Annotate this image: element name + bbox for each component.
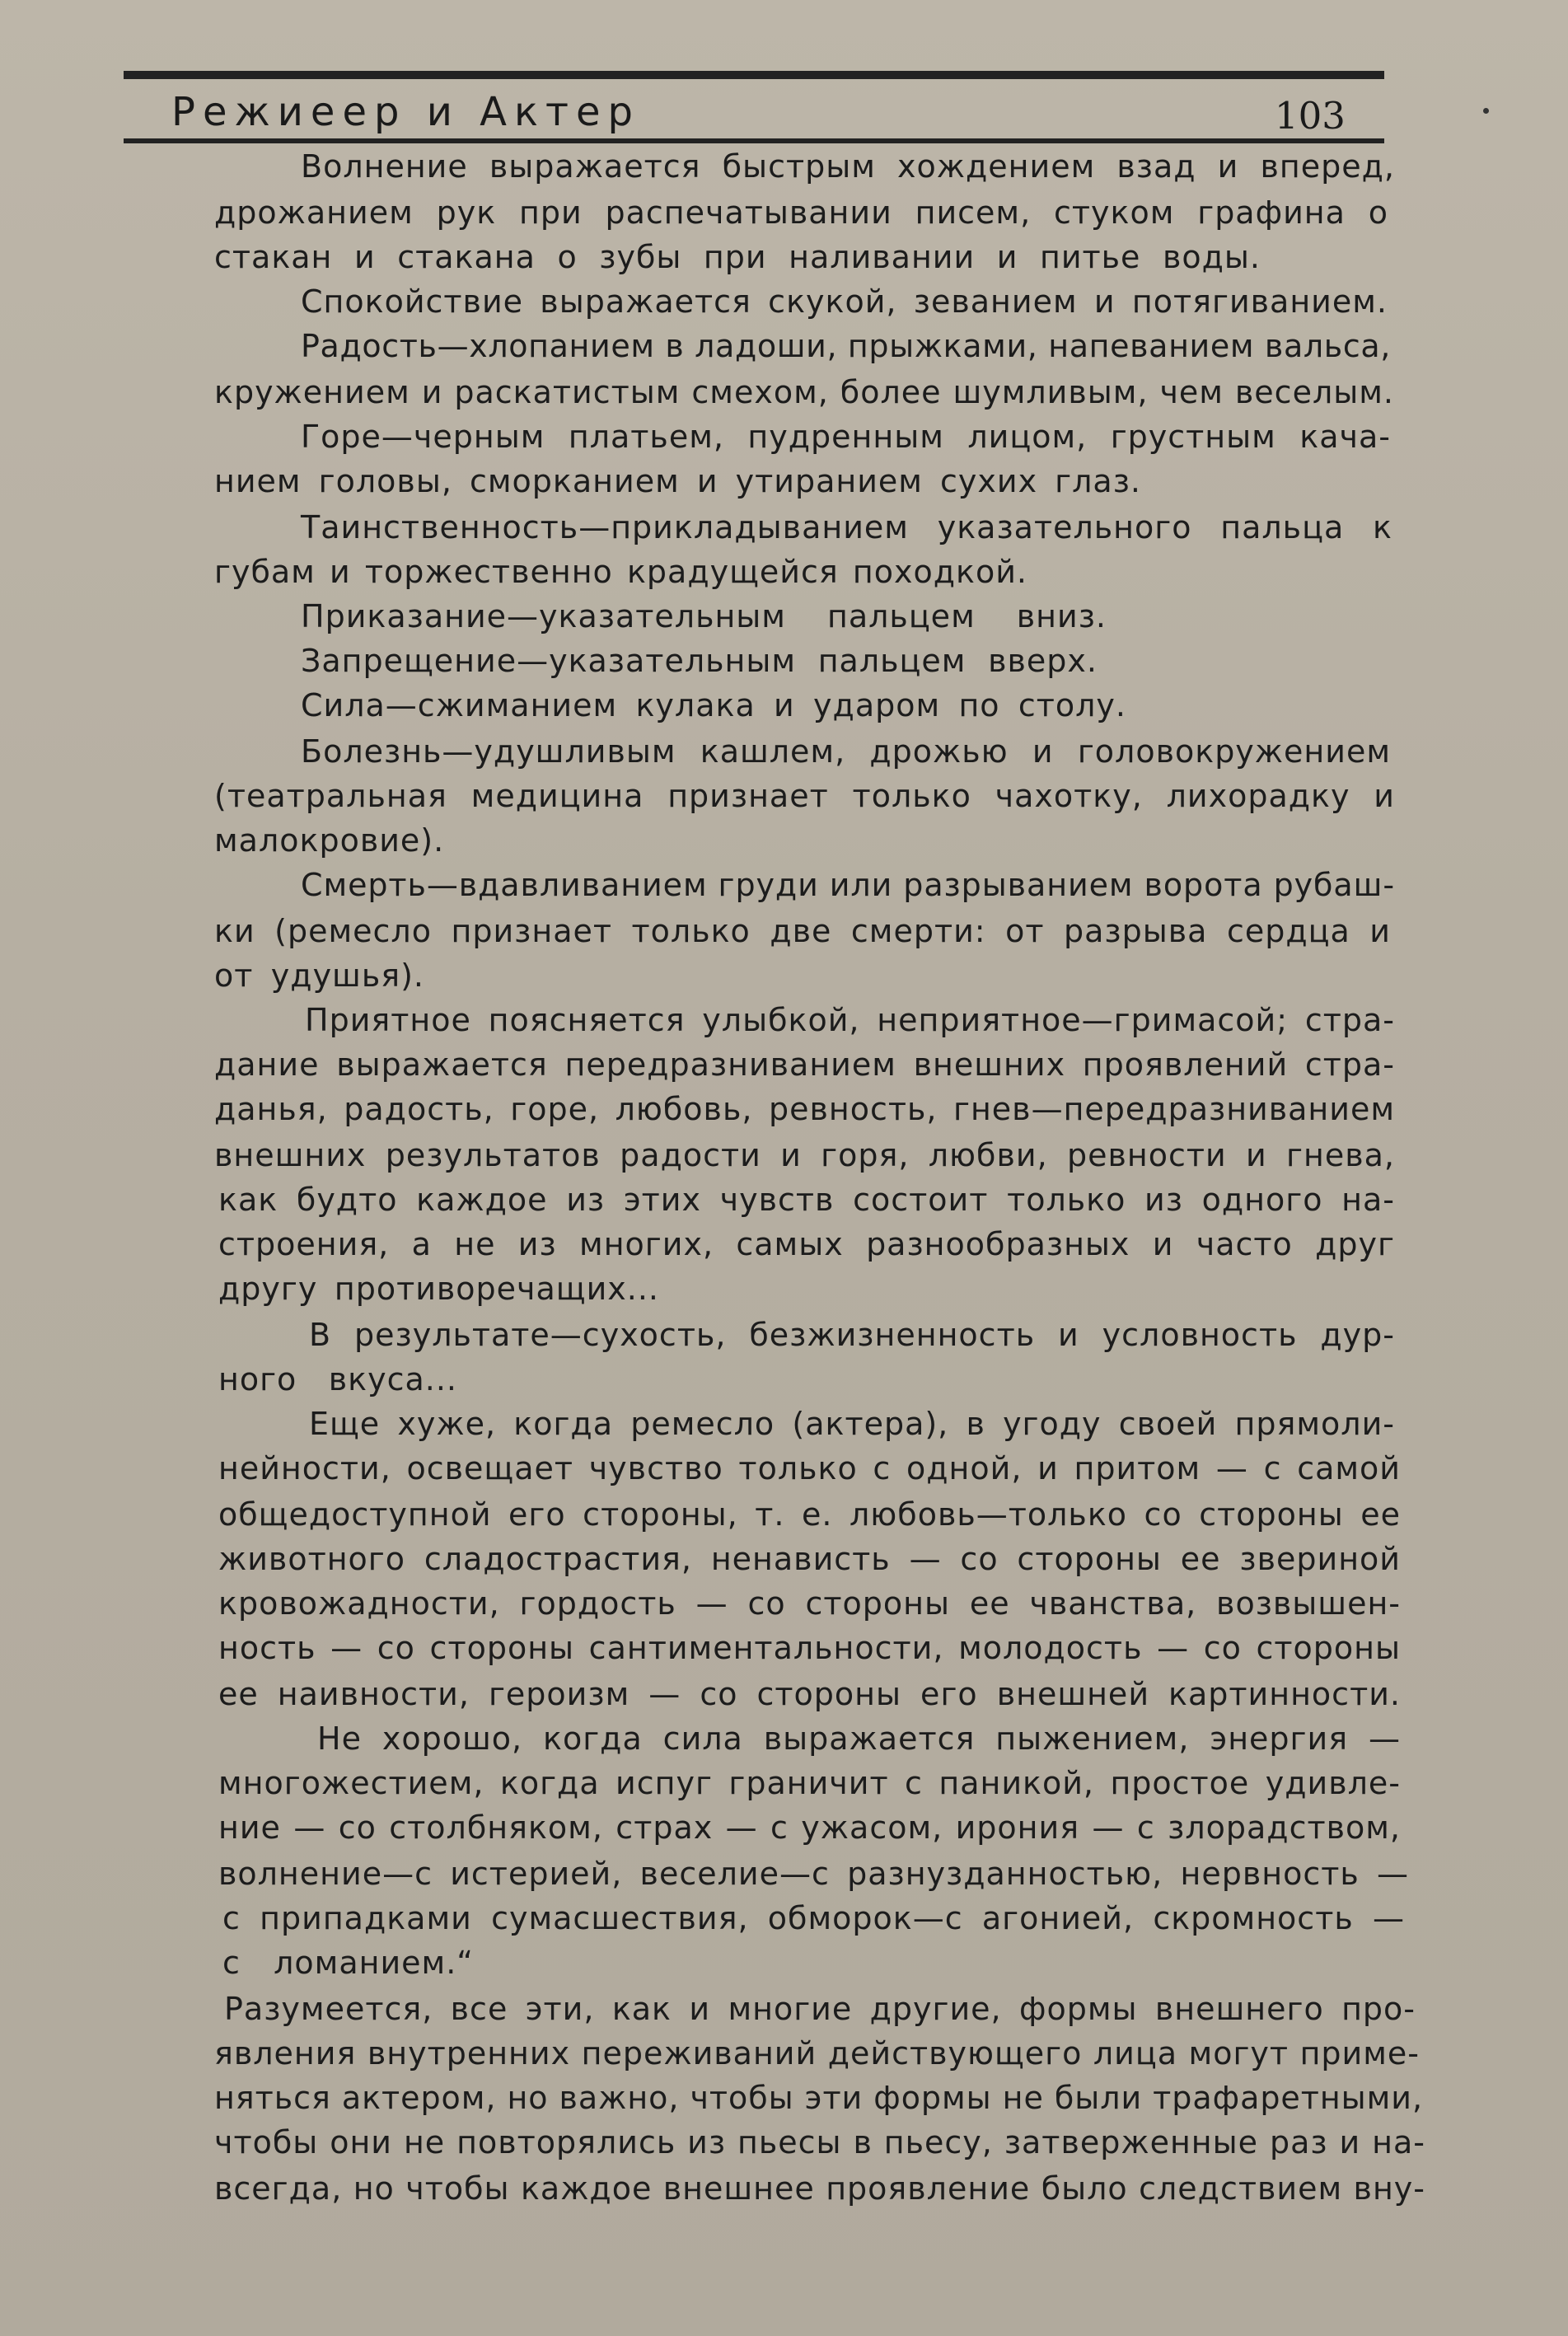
page-number: 103 (1275, 94, 1346, 138)
text-line: волнение—с истерией, веселие—с разнузданностью, нервность — (218, 1856, 1409, 1892)
text-line: губам и торжественно крадущейся походкой. (214, 554, 1027, 590)
text-line: строения, а не из многих, самых разнообразных и часто друг (218, 1226, 1395, 1262)
text-line: Приятное поясняется улыбкой, неприятное—гримасой; стра- (305, 1002, 1395, 1038)
text-line: нием головы, сморканием и утиранием сухих глаз. (214, 463, 1141, 499)
text-line: ность — со стороны сантиментальности, молодость — со стороны (218, 1630, 1401, 1666)
text-line: с ломанием.“ (222, 1945, 474, 1981)
text-line: дрожанием рук при распечатывании писем, стуком графина о (214, 194, 1388, 231)
text-line: чтобы они не повторялись из пьесы в пьесу, затверженные раз и на- (214, 2124, 1425, 2160)
text-line: Болезнь—удушливым кашлем, дрожью и головокружением (301, 733, 1391, 770)
text-line: явления внутренних переживаний действующего лица могут приме- (214, 2035, 1420, 2072)
text-line: малокровие). (214, 822, 445, 859)
text-line: многожестием, когда испуг граничит с паникой, простое удивле- (218, 1765, 1401, 1801)
text-line: Волнение выражается быстрым хождением взад и вперед, (301, 148, 1395, 185)
text-line: Еще хуже, когда ремесло (актера), в угоду своей прямоли- (309, 1406, 1395, 1442)
text-line: няться актером, но важно, чтобы эти формы не были трафаретными, (214, 2080, 1423, 2116)
text-line: (театральная медицина признает только чахотку, лихорадку и (214, 778, 1395, 814)
text-line: ние — со столбняком, страх — с ужасом, ирония — с злорадством, (218, 1809, 1401, 1846)
text-line: дание выражается передразниванием внешних проявлений стра- (214, 1046, 1395, 1083)
text-line: Сила—сжиманием кулака и ударом по столу. (301, 687, 1126, 723)
text-line: В результате—сухость, безжизненность и условность дур- (309, 1317, 1395, 1353)
text-line: данья, радость, горе, любовь, ревность, гнев—передразниванием (214, 1091, 1395, 1127)
text-line: Смерть—вдавливанием груди или разрыванием ворота рубаш- (301, 867, 1395, 903)
running-title: Режиеер и Актер (171, 89, 640, 135)
text-line: Не хорошо, когда сила выражается пыжением, энергия — (317, 1720, 1401, 1757)
text-line: кровожадности, гордость — со стороны ее чванства, возвышен- (218, 1585, 1401, 1622)
text-line: ее наивности, героизм — со стороны его внешней картинности. (218, 1676, 1401, 1712)
text-line: Приказание—указательным пальцем вниз. (301, 598, 1107, 634)
text-line: Таинственность—прикладыванием указательного пальца к (301, 509, 1392, 545)
text-line: Радость—хлопанием в ладоши, прыжками, напеванием вальса, (301, 328, 1391, 364)
text-line: всегда, но чтобы каждое внешнее проявление было следствием вну- (214, 2170, 1425, 2207)
text-line: другу противоречащих... (218, 1271, 659, 1307)
print-speck (1483, 108, 1489, 114)
text-line: от удушья). (214, 957, 424, 994)
text-line: общедоступной его стороны, т. е. любовь—только со стороны ее (218, 1496, 1401, 1533)
text-line: ного вкуса... (218, 1361, 457, 1397)
text-line: стакан и стакана о зубы при наливании и питье воды. (214, 239, 1261, 275)
text-line: Запрещение—указательным пальцем вверх. (301, 643, 1098, 679)
text-line: Спокойствие выражается скукой, зеванием и потягиванием. (301, 283, 1388, 320)
text-line: внешних результатов радости и горя, любви, ревности и гнева, (214, 1137, 1395, 1173)
text-line: как будто каждое из этих чувств состоит только из одного на- (218, 1182, 1395, 1218)
text-line: кружением и раскатистым смехом, более шумливым, чем веселым. (214, 374, 1394, 410)
text-line: Горе—черным платьем, пудренным лицом, грустным кача- (301, 419, 1391, 455)
text-line: Разумеется, все эти, как и многие другие, формы внешнего про- (224, 1991, 1416, 2027)
text-line: нейности, освещает чувство только с одной, и притом — с самой (218, 1450, 1401, 1486)
text-line: с припадками сумасшествия, обморок—с агонией, скромность — (222, 1900, 1405, 1936)
text-line: ки (ремесло признает только две смерти: от разрыва сердца и (214, 913, 1391, 949)
text-line: животного сладострастия, ненависть — со стороны ее звериной (218, 1541, 1401, 1577)
